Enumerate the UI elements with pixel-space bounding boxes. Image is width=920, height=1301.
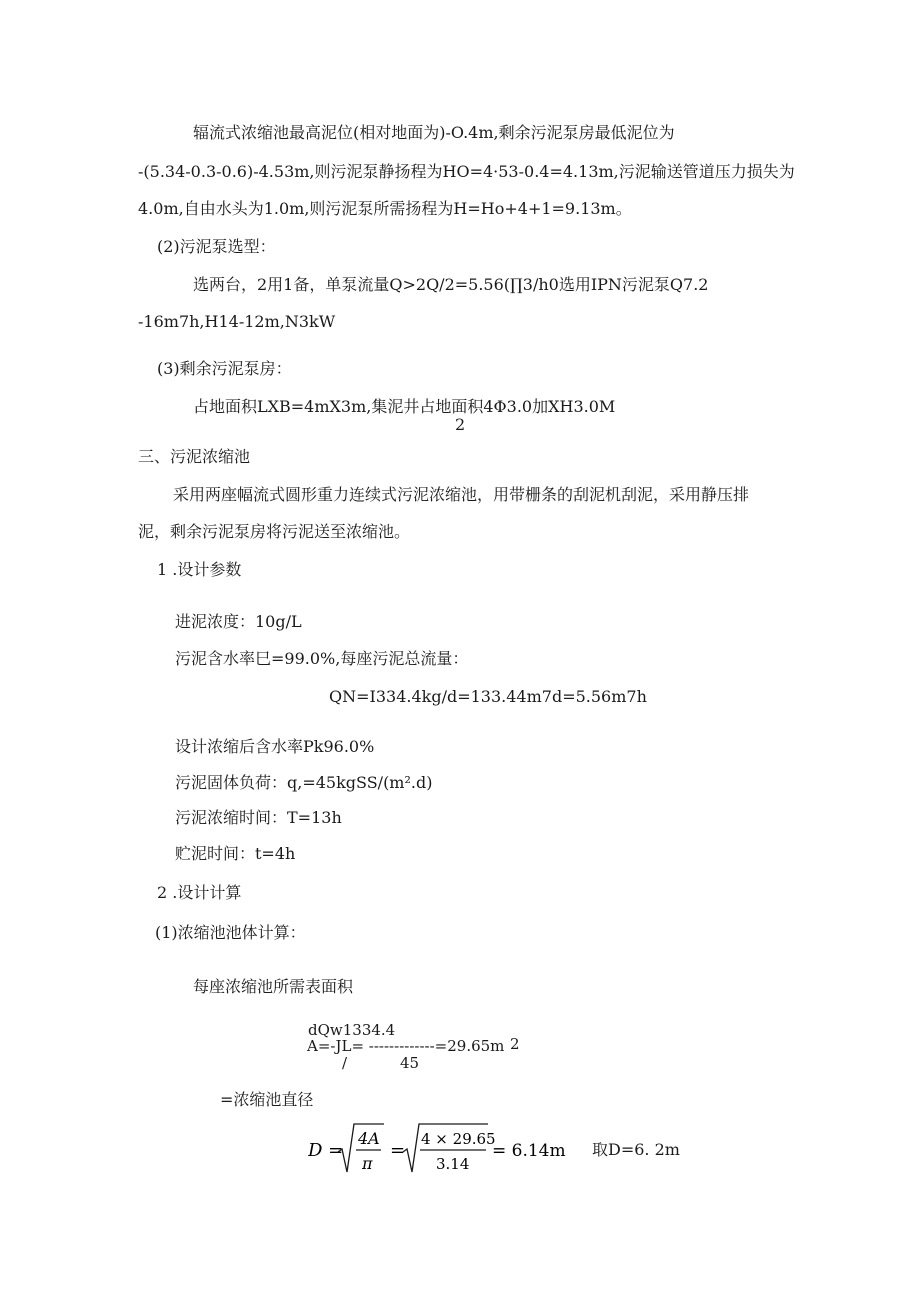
param-thickened-moisture: 设计浓缩后含水率Pk96.0% — [175, 737, 375, 756]
diameter-label: =浓缩池直径 — [220, 1090, 314, 1109]
eq-equals-2: = — [390, 1140, 406, 1161]
area-formula — [305, 1020, 535, 1075]
area-formula-top: dQw1334.4 — [308, 1021, 396, 1039]
eq-4A: 4A — [358, 1129, 380, 1148]
heading-pump-select: (2)污泥泵选型： — [157, 237, 276, 256]
area-label: 每座浓缩池所需表面积 — [193, 977, 354, 996]
eq-D: D = — [308, 1140, 344, 1161]
area-formula-bottom-right: 45 — [400, 1054, 420, 1072]
para-line-4: 选两台，2用1备，单泵流量Q>2Q∕2=5.56(∏3∕h0选用IPN污泥泵Q7.2 — [193, 275, 709, 294]
area-formula-superscript: 2 — [510, 1035, 520, 1053]
para-line-6: 占地面积LXB=4mX3m,集泥井占地面积4Φ3.0加XH3.0M — [193, 397, 616, 416]
heading-pump-room: (3)剩余污泥泵房： — [157, 359, 292, 378]
para-line-5: -16m7h,H14-12m,N3kW — [138, 312, 336, 331]
diameter-equation-svg — [308, 1120, 568, 1180]
area-formula-bottom-left: / — [342, 1054, 348, 1072]
eq-pi: π — [362, 1154, 373, 1173]
heading-design-params: 1 .设计参数 — [157, 560, 242, 579]
eq-numerator: 4 × 29.65 — [421, 1130, 496, 1148]
param-thickening-time: 污泥浓缩时间：T=13h — [175, 808, 342, 827]
para-line-1: 辐流式浓缩池最高泥位(相对地面为)-O.4m,剩余污泥泵房最低泥位为 — [193, 123, 675, 142]
eq-denominator: 3.14 — [436, 1155, 470, 1173]
heading-tank-calc: (1)浓缩池池体计算： — [155, 923, 306, 942]
para-line-8: 泥，剩余污泥泵房将污泥送至浓缩池。 — [138, 522, 411, 541]
para-line-2: -(5.34-0.3-0.6)-4.53m,则污泥泵静扬程为HO=4·53-0.4=4.13m,污泥输送管道压力损失为 — [138, 162, 795, 181]
param-flow-formula: QN=I334.4kg∕d=133.44m7d=5.56m7h — [329, 687, 647, 706]
diameter-equation — [308, 1120, 568, 1180]
heading-section-3: 三、污泥浓缩池 — [138, 447, 251, 466]
para-line-6-subscript: 2 — [455, 415, 466, 434]
eq-result: = 6.14m — [492, 1141, 566, 1161]
para-line-3: 4.0m,自由水头为1.0m,则污泥泵所需扬程为H=Ho+4+1=9.13m。 — [138, 199, 632, 218]
param-solids-loading: 污泥固体负荷：q,=45kgSS∕(m².d) — [175, 773, 433, 792]
para-line-7: 采用两座幅流式圆形重力连续式污泥浓缩池，用带栅条的刮泥机刮泥，采用静压排 — [173, 485, 750, 504]
take-diameter: 取D=6. 2m — [592, 1140, 680, 1159]
area-formula-mid: A=-JL= -------------=29.65m — [307, 1037, 505, 1055]
param-inlet-concentration: 进泥浓度：10g∕L — [175, 612, 302, 631]
heading-design-calc: 2 .设计计算 — [157, 883, 242, 902]
param-moisture-flow: 污泥含水率巳=99.0%,每座污泥总流量： — [175, 649, 469, 668]
param-storage-time: 贮泥时间：t=4h — [175, 844, 296, 863]
